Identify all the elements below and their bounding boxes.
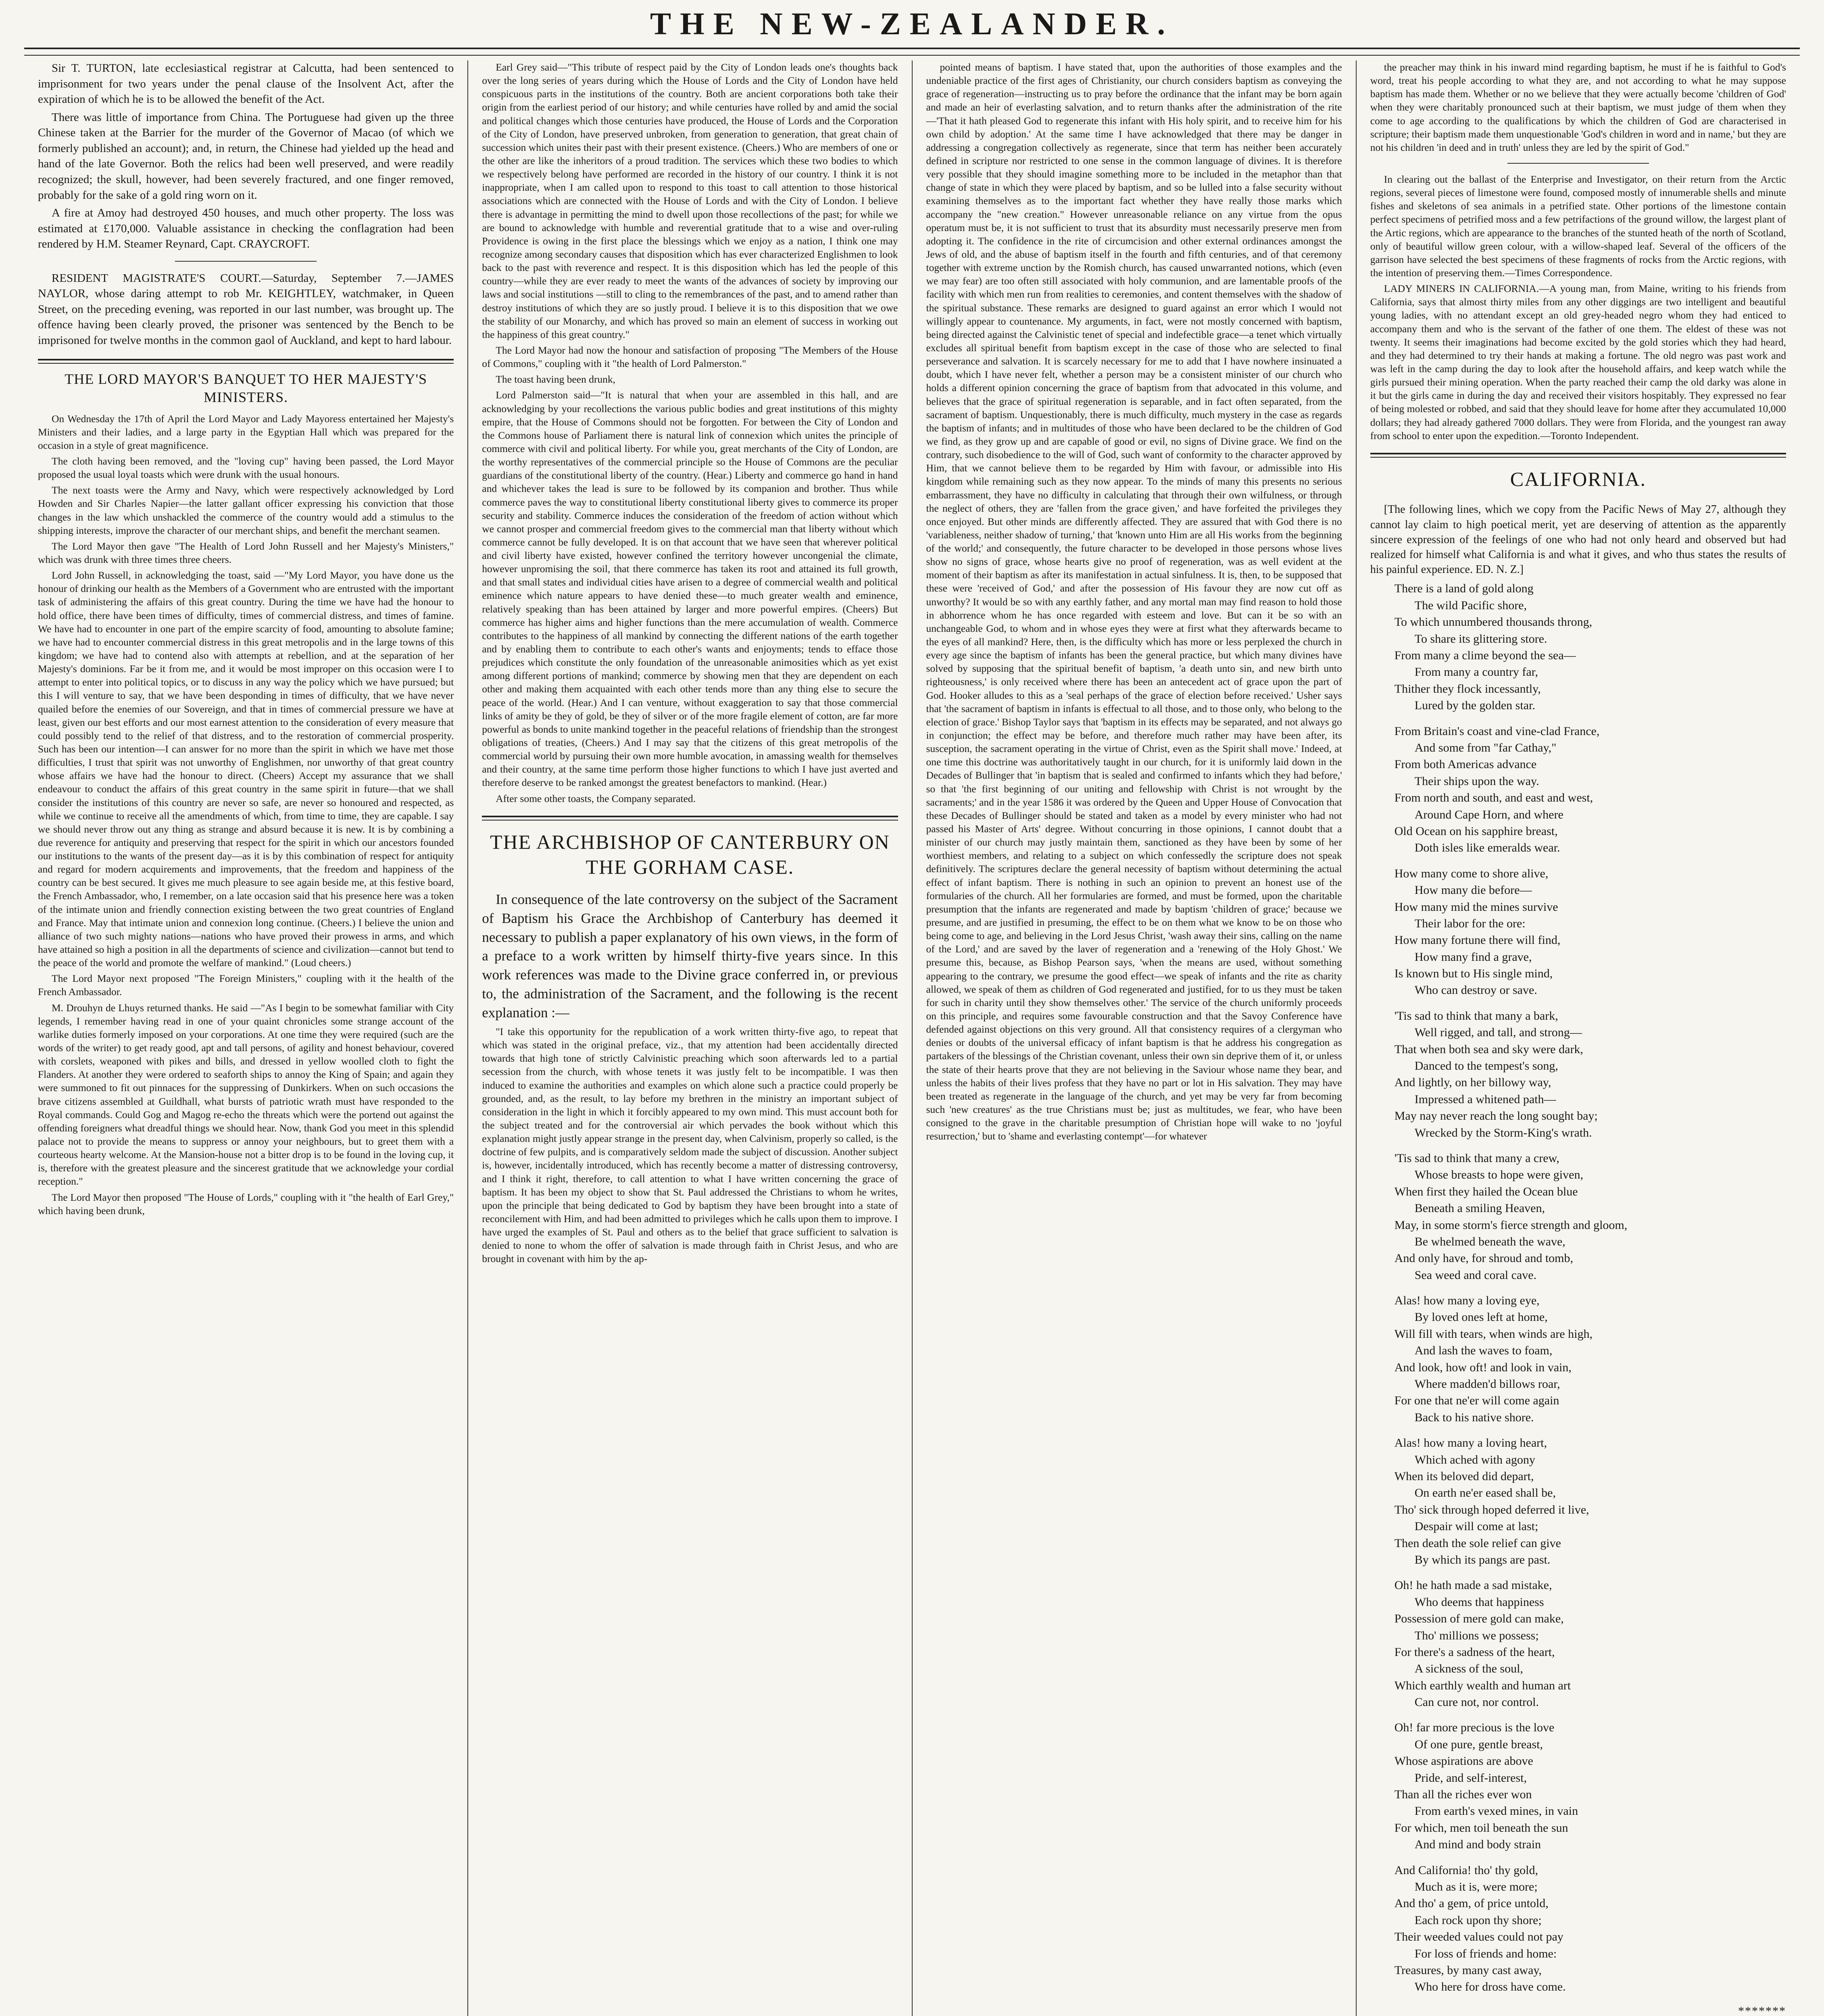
- poem-stanza: [1370, 865, 1786, 999]
- poem-line: Lured by the golden star.: [1414, 699, 1535, 712]
- poem-line: Which ached with agony: [1414, 1453, 1535, 1466]
- poem-line: Danced to the tempest's song,: [1414, 1059, 1558, 1073]
- poem-line: Will fill with tears, when winds are high,: [1394, 1327, 1593, 1341]
- poem-line: Wrecked by the Storm-King's wrath.: [1414, 1126, 1592, 1139]
- poem-stanza: [1370, 1577, 1786, 1710]
- banquet-paragraph: Lord Palmerston said—"It is natural that when your are assembled in this hall, and are acknowledging by your recollections the various public bodies and great institutions of this mighty empire, that the House of Commons should not be forgotten. For between the City of London and the Commons house of Parliament there is natural link of connexion which unites the principle of commerce with civil and political liberty. For while you, great merchants of the City of London, are the worthy representatives of the commercial principle so the House of Commons are the peculiar guardians of the constitutional liberty of the country. (Hear.) Liberty and commerce go hand in hand and whichever takes the lead is sure to be followed by its companion and brother. Thus while commerce paves the way to constitutional liberty constitutional liberty gives to commerce its proper security and stability. Commerce induces the consideration of the freedom of action without which we cannot prosper and commercial freedom gives to the commercial man that liberty without which commerce cannot be fully developed. It is on that account that we have seen that wherever political and civil liberty have existed, however confined the territory however uncongenial the climate, however unpromising the soil, that there commerce has taken its root and attained its full growth, and that small states and individual cities have arisen to a degree of commercial wealth and political eminence which nature appears to have denied these—to much greater wealth and eminence, relatively speaking than has been attained by larger and more powerful empires. (Cheers) But commerce has higher aims and higher functions than the mere accumulation of wealth. Commerce contributes to the happiness of all mankind by connecting the different nations of the earth together and by enabling them to contribute to each other's wants and enjoyments; tends to efface those prejudices which constitute the only foundation of the unreasonable animosities which as yet exist among different portions of mankind; commerce by showing men that they are dependent on each other and making them acquainted with each other tends more than any thing else to secure the peace of the world. (Hear.) And I can venture, without exaggeration to say that those commercial links of amity be they of gold, be they of silver or of the more fragile element of cotton, are far more powerful as bonds to unite mankind together in the peaceful relations of friendship than the strongest obligations of treaties, (Cheers.) And I may say that the citizens of this great metropolis of the commercial world by pursuing their own more humble avocation, in amassing wealth for themselves and their country, at the same time perform those higher functions to which I have just averted and therefore deserve to be ranked amongst the greatest benefactors to mankind. (Hear.): [482, 389, 898, 789]
- poem-line: From many a country far,: [1414, 665, 1538, 679]
- poem-line: Possession of mere gold can make,: [1394, 1612, 1564, 1626]
- poem-line: Alas! how many a loving heart,: [1394, 1436, 1547, 1450]
- poem-line: Their ships upon the way.: [1414, 774, 1539, 788]
- poem-line: That when both sea and sky were dark,: [1394, 1042, 1583, 1056]
- divider: [1370, 453, 1786, 458]
- banquet-paragraph: The Lord Mayor then gave "The Health of Lord John Russell and her Majesty's Ministers," which was drunk with three times three cheers.: [38, 540, 454, 565]
- poem-line: From earth's vexed mines, in vain: [1414, 1804, 1578, 1818]
- poem-line: May nay never reach the long sought bay;: [1394, 1109, 1598, 1123]
- poem-line: Alas! how many a loving eye,: [1394, 1294, 1540, 1308]
- heading-archbishop-gorham-case: THE ARCHBISHOP OF CANTERBURY ON THE GORHAM CASE.: [490, 830, 890, 879]
- poem-line: Whose aspirations are above: [1394, 1754, 1533, 1768]
- archbishop-preface-end: the preacher may think in his inward mind regarding baptism, he must if he is faithful to God's word, treat his people according to what they are, and not according to what he may suppose baptism has made them. Whether or no we believe that they were actually become 'children of God' when they were charitably pronounced such at their baptism, we must judge of them when they come to age according to the qualifications by which the children of God are characterised in scripture; their baptism made them unquestionable 'God's children in word and in name,' but they are not his children 'in deed and in truth' unless they are led by the spirit of God.": [1370, 61, 1786, 153]
- article-china: There was little of importance from China. The Portuguese had given up the three Chinese taken at the Barrier for the murder of the Governor of Macao (of which we formerly published an account); and, in return, the Chinese had yielded up the head and hand of the late Governor. Both the relics had been well preserved, and were readily recognized; the skull, however, had been severely fractured, and one finger removed, probably for the sake of a gold ring worn on it.: [38, 110, 454, 202]
- poem-line: To which unnumbered thousands throng,: [1394, 615, 1593, 629]
- poem-line: Then death the sole relief can give: [1394, 1536, 1561, 1550]
- poem-line: And lash the waves to foam,: [1414, 1344, 1553, 1358]
- poem-line: To share its glittering store.: [1414, 632, 1547, 646]
- poem-line: A sickness of the soul,: [1414, 1662, 1523, 1676]
- banquet-paragraph: The next toasts were the Army and Navy, which were respectively acknowledged by Lord Howden and Sir Charles Napier—the latter gallant officer expressing his conviction that those changes in the law which unshackled the commerce of the country would add a stimulus to the shipping interests, improve the character of our merchant ships, and benefit the merchant seamen.: [38, 484, 454, 536]
- poem-line: Treasures, by many cast away,: [1394, 1963, 1542, 1977]
- poem-line: Doth isles like emeralds wear.: [1414, 841, 1560, 855]
- column-3: [913, 60, 1357, 2016]
- poem-stanza: [1370, 723, 1786, 856]
- poem-line: Who here for dross have come.: [1414, 1980, 1566, 1994]
- poem-stanza: [1370, 1008, 1786, 1141]
- poem-california: [1370, 580, 1786, 1995]
- poem-line: Where madden'd billows roar,: [1414, 1377, 1560, 1391]
- poem-line: Which earthly wealth and human art: [1394, 1679, 1571, 1692]
- poem-line: And lightly, on her billowy way,: [1394, 1076, 1551, 1089]
- poem-line: By loved ones left at home,: [1414, 1310, 1548, 1324]
- article-turton: Sir T. TURTON, late ecclesiastical registrar at Calcutta, had been sentenced to imprisonment for two years under the penal clause of the Insolvent Act, after the expiration of which he is to be allowed the benefit of the Act.: [38, 62, 454, 106]
- poem-editor-note: [The following lines, which we copy from the Pacific News of May 27, although they cannot lay claim to high poetical merit, yet are deserving of attention as the apparently sincere expression of the feelings of one who had not only heard and observed but had realized for himself what California is and what it gives, and who thus states the results of his painful experience. ED. N. Z.]: [1370, 503, 1786, 576]
- banquet-paragraph: The Lord Mayor had now the honour and satisfaction of proposing "The Members of the House of Commons," coupling with it "the health of Lord Palmerston.": [482, 344, 898, 370]
- poem-line: When first they hailed the Ocean blue: [1394, 1185, 1578, 1198]
- divider: [175, 261, 317, 262]
- poem-line: And look, how oft! and look in vain,: [1394, 1360, 1572, 1374]
- column-4: [1357, 60, 1800, 2016]
- poem-line: How many mid the mines survive: [1394, 900, 1558, 914]
- poem-line: The wild Pacific shore,: [1414, 598, 1527, 612]
- poem-stanza: [1370, 1292, 1786, 1426]
- poem-line: Than all the riches ever won: [1394, 1788, 1532, 1801]
- poem-line: How many fortune there will find,: [1394, 933, 1561, 947]
- poem-signature: *******: [1738, 2004, 1786, 2016]
- poem-line: Well rigged, and tall, and strong—: [1414, 1026, 1582, 1039]
- poem-line: For one that ne'er will come again: [1394, 1394, 1559, 1408]
- poem-line: How many come to shore alive,: [1394, 866, 1549, 880]
- poem-line: From Britain's coast and vine-clad France,: [1394, 724, 1600, 738]
- poem-line: From many a clime beyond the sea—: [1394, 649, 1576, 662]
- poem-line: Despair will come at last;: [1414, 1520, 1538, 1533]
- poem-line: Oh! far more precious is the love: [1394, 1721, 1555, 1735]
- poem-line: May, in some storm's fierce strength and gloom,: [1394, 1218, 1628, 1232]
- poem-line: 'Tis sad to think that many a crew,: [1394, 1151, 1559, 1165]
- poem-stanza: [1370, 1719, 1786, 1853]
- poem-line: And California! tho' thy gold,: [1394, 1863, 1538, 1877]
- banquet-paragraph: On Wednesday the 17th of April the Lord Mayor and Lady Mayoress entertained her Majesty's Ministers and their ladies, and a large party in the Egyptian Hall which was prepared for the occasion in a style of great magnificence.: [38, 412, 454, 451]
- poem-line: Thither they flock incessantly,: [1394, 682, 1541, 696]
- poem-line: From north and south, and east and west,: [1394, 791, 1593, 805]
- article-magistrates-court: RESIDENT MAGISTRATE'S COURT.—Saturday, September 7.—JAMES NAYLOR, whose daring attempt to rob Mr. KEIGHTLEY, watchmaker, in Queen Street, on the preceding evening, was reported in our last number, was brought up. The offence having been clearly proved, the prisoner was sentenced by the Bench to be imprisoned for twelve months in the common gaol of Auckland, and kept to hard labour.: [38, 271, 454, 347]
- poem-line: Tho' sick through hoped deferred it live,: [1394, 1503, 1589, 1516]
- masthead-rule: [24, 48, 1800, 56]
- divider: [1507, 163, 1649, 164]
- archbishop-preface-continued: pointed means of baptism. I have stated that, upon the authorities of those examples and the undeniable practice of the first ages of Christianity, our church considers baptism as conveying the grace of regeneration—instructing us to pray before the ordinance that the infant may be born again and made an heir of everlasting salvation, and to return thanks after the administration of the rite—'That it hath pleased God to regenerate this infant with His holy spirit, and to receive him for his own child by adoption.' At the same time I have acknowledged that there may be danger in addressing a congregation collectively as regenerate, since that term has neither been accurately defined in scripture nor restricted to one sense in the common language of divines. It is therefore very possible that they should imagine something more to be included in the metaphor than that change of state in which they were placed by baptism, and so be lulled into a false security without examining themselves as to the important fact whether they have really those marks which accompany the "new creation." However unreasonable reliance on any virtue from the opus operatum must be, it is not sufficient to trust that its absurdity must necessarily preserve men from adopting it. The confidence in the rite of circumcision and other external ordinances amongst the Jews of old, and the abuse of baptism itself in the fourth and fifth centuries, and of that ceremony together with extreme unction by the Romish church, has caused unwarranted notions, which (even we may fear) are too often still associated with holy communion, and are lamentable proofs of the facility with which men run from realities to ceremonies, and content themselves with the shadow of the spiritual substance. These remarks are designed to guard against an error which I would not willingly appear to countenance. My arguments, in fact, were not mostly concerned with baptism, being directed against the Calvinistic tenet of special and indefectible grace—a tenet which virtually excludes all spiritual benefit from baptism except in the case of those who are selected to final perseverance and salvation. It is scarcely necessary for me to add that I have nowhere insinuated a doubt, which I have never felt, whether a person may be a consistent minister of our church who holds a different opinion concerning the grace of baptism from that advocated in this volume, and believes that the grace of spiritual regeneration is separable, and in fact often separated, from the sacrament of baptism. Unquestionably, there is much difficulty, much mystery in the case as regards the baptism of infants; and in multitudes of those who have been declared to be the children of God we find, as they grow up and are capable of good or evil, no signs of Divine grace. We find on the contrary, such disobedience to the will of God, such want of conformity to the character approved by Him, that we cannot believe them to be regarded by Him with favour, or admissible into His kingdom while remaining such as they now appear. To the minds of many this presents no serious embarrassment, they have no difficulty in calculating that through their own wilfulness, or through the neglect of others, they are 'fallen from the grace given,' and have forfeited the privileges they once enjoyed. But other minds are differently affected. They are assured that with God there is no 'variableness, neither shadow of turning,' that 'known unto Him are all His works from the beginning of the world;' and consequently, the future character to be developed in those persons whose lives show no signs of grace, whose hearts give no proof of regeneration, was as well evident at the moment of their baptism as after its manifestation in actual sinfulness. It is, then, to be supposed that these were 'received of God,' and after the possession of His favour they are now cut off as unworthy? It would be so with any earthly father, and any mortal man may find reason to hold those in abhorrence whom he has once regarded with esteem and love. But can it be so with an unchangeable God, to whom and in whose eyes they were at first what they afterwards became to the eyes of all mankind? Here, then, is the difficulty which has more or less perplexed the church in every age since the baptism of infants has been the general practice, but which many divines have solved by supposing that the spiritual benefit of baptism, 'a death unto sin, and new birth unto righteousness,' is only received where there has been an antecedent act of grace upon the part of God. Hooker alludes to this as a 'seal perhaps of the grace of election before received.' Usher says that 'the sacrament of baptism in infants is effectual to all those, and to those only, who belong to the election of grace.' Bishop Taylor says that 'baptism in its effects may be separated, and not always go in conjunction; the effect may be before, and therefore much rather may have been after, its susception, the sacrament operating in the virtue of Christ, even as the Spirit shall move.' Indeed, at one time this doctrine was authoritatively taught in our church, for it is uniformly laid down in the Decades of Bullinger that 'in baptism that is sealed and confirmed to infants which they had before,' so that 'the first beginning of our uniting and fellowship with Christ is not wrought by the sacraments;' and in the year 1586 it was ordered by the Queen and Upper House of Convocation that these Decades of Bullinger should be stated and taken as a model by every minister who had not passed his Master of Arts' degree. Without concurring in those opinions, I cannot doubt that a minister of our church may justly maintain them, sanctioned as they have been by some of her worthiest members, and relating to a subject on which confessedly the scripture does not speak definitively. The scriptures declare the general necessity of baptism without determining the actual effect of infant baptism. There is nothing in such an opinion to prevent an honest use of the formularies of the church. All her formularies are formed, and must be formed, upon the charitable presumption that the infants are regenerated and made by baptism 'children of grace;' because we presume, and are justified in presuming, the effect to be on them what we know to be on those who being come to age, and believing in the Lord Jesus Christ, 'wash away their sins, calling on the name of the Lord,' and are saved by the laver of regeneration and a 'renewing of the Holy Ghost.' We presume this, because, as Bishop Pearson says, 'when the means are used, without something appearing to the contrary, we presume the good effect—we speak of infants and the rite as charity allowed, we speak of them as children of God regenerated and justified, for to us they must be taken for such in charity until they show themselves other.' The service of the church uniformly proceeds on this principle, and requires some favourable construction and that the Savoy Conference have defended against objections on this very ground. All that consistency requires of a clergyman who denies or doubts of the universal efficacy of infant baptism is that he address his congregation as partakers of the blessings of the Christian covenant, unless their own sin deprive them of it, or unless the state of their hearts prove that they are not believing in the Saviour whose name they bear, and unless the habits of their lives profess that they have no part or lot in His salvation. They may have been treated as regenerate in the language of the church, and yet may be very far from becoming such 'new creatures' as the true Christians must be; just as multitudes, we fear, who have been consigned to the grave in the charitable presumption of Christian hope will wake to no 'joyful resurrection,' but to 'shame and everlasting contempt'—for whatever: [926, 61, 1342, 1142]
- poem-line: Their labor for the ore:: [1414, 916, 1526, 930]
- poem-line: Who can destroy or save.: [1414, 983, 1537, 997]
- poem-line: Around Cape Horn, and where: [1414, 808, 1563, 821]
- poem-line: For which, men toil beneath the sun: [1394, 1821, 1568, 1835]
- column-2: [468, 60, 912, 2016]
- masthead-title: THE NEW-ZEALANDER.: [650, 6, 1174, 41]
- poem-line: Back to his native shore.: [1414, 1410, 1534, 1424]
- poem-line: Who deems that happiness: [1414, 1595, 1544, 1609]
- article-arctic-limestone: In clearing out the ballast of the Enterprise and Investigator, on their return from the Arctic regions, several pieces of limestone were found, composed mostly of innumerable shells and minute fishes and skeletons of sea animals in a petrified state. Other portions of the limestone contain perfect specimens of petrified moss and a few petrifactions of the ground willow, the largest plant of the Artic regions, which are appearance to the branches of the stunted heath of the north of Scotland, only of beautiful willow green colour, with a willow-shaped leaf. Several of the officers of the garrison have selected the best specimens of these fragments of rocks from the Arctic regions, with the intention of preserving them.—Times Correspondence.: [1370, 173, 1786, 279]
- poem-line: Whose breasts to hope were given,: [1414, 1168, 1583, 1182]
- poem-line: Can cure not, nor control.: [1414, 1695, 1539, 1709]
- poem-line: Of one pure, gentle breast,: [1414, 1737, 1543, 1751]
- poem-line: For there's a sadness of the heart,: [1394, 1645, 1555, 1659]
- poem-line: By which its pangs are past.: [1414, 1553, 1551, 1566]
- banquet-paragraph: After some other toasts, the Company separated.: [496, 792, 696, 804]
- poem-line: How many find a grave,: [1414, 950, 1532, 964]
- poem-line: Impressed a whitened path—: [1414, 1092, 1556, 1106]
- poem-stanza: [1370, 1150, 1786, 1283]
- poem-line: And mind and body strain: [1414, 1838, 1541, 1851]
- banquet-paragraph: The Lord Mayor next proposed "The Foreign Ministers," coupling with it the health of the French Ambassador.: [38, 973, 454, 998]
- banquet-paragraph: Earl Grey said—"This tribute of respect paid by the City of London leads one's thoughts back over the long series of years during which the House of Lords and the City of London have held conspicuous parts in the institutions of the country. Both are ancient corporations both take their origin from the earliest period of our history; and while centuries have rolled by and amid the social and political changes which those centuries have produced, the House of Lords and the Corporation of the City of London, have preserved unbroken, from generation to generation, that great chain of succession which unites their past with their present existence. (Cheers.) Who are members of one or the other are like the inheritors of a proud tradition. The services which these two bodies to which we respectively belong have performed are recorded in the history of our country. I think it is not inappropriate, when I am called upon to respond to this toast to call attention to those historical associations which are connected with the House of Lords and with the City of London. I believe there is advantage in permitting the mind to dwell upon those recollections of the past; for while we are bound to acknowledge with humble and reverential gratitude that to a wise and over-ruling Providence is owing in the first place the blessings which we enjoy as a nation, I think one may recognize among secondary causes that disposition which has ever characterized Englishmen to look back to the past with reverence and respect. It is this disposition which has led the people of this country—while they are ever ready to meet the wants of the advances of society by improving our laws and social institutions —still to cling to the remembrances of the past, and to amend rather than destroy institutions of which they are so justly proud. I believe it is to this disposition that we owe the stability of our Monarchy, and which has proved so main an element of success in working out the happiness of this great country.": [482, 61, 898, 340]
- divider: [482, 816, 898, 821]
- poem-line: Beneath a smiling Heaven,: [1414, 1202, 1545, 1215]
- poem-line: There is a land of gold along: [1394, 582, 1534, 596]
- article-amoy-fire: A fire at Amoy had destroyed 450 houses, and much other property. The loss was estimated at £170,000. Valuable assistance in checking the conflagration had been rendered by H.M. Steamer Reynard, Capt. CRAYCROFT.: [38, 206, 454, 251]
- poem-line: Old Ocean on his sapphire breast,: [1394, 824, 1558, 838]
- columns: [24, 60, 1800, 2016]
- archbishop-preface: "I take this opportunity for the republication of a work written thirty-five ago, to repeat that which was stated in the original preface, viz., that my attention had been accidentally directed towards that high tone of strictly Calvinistic preaching which soon afterwards led to a partial secession from the church, with whose tenets it was justly felt to be incompatible. I was then induced to examine the authorities and examples on which alone such a practice could properly be grounded, and, as the result, to lay before my brethren in the ministry an important subject of consideration in the light in which it forcibly appeared to my own mind. This must account both for the subject treated and for the controversial air which pervades the book without which this explanation might justly appear strange in the present day, when Calvinism, properly so called, is the doctrine of few pulpits, and is comparatively seldom made the subject of discussion. Another subject is, however, incidentally introduced, which has recently become a matter of distressing controversy, and I think it right, therefore, to call attention to what I have written concerning the grace of baptism. It has been my object to show that St. Paul addressed the Christians to whom he writes, upon the principle that being dedicated to God by baptism they have been brought into a state of reconcilement with Him, and had been admitted to privileges which he calls upon them to improve. I have urged the examples of St. Paul and others as to the belief that grace sufficient to salvation is denied to none to whom the offer of salvation is made through faith in Christ Jesus, and who are brought in covenant with him by the ap-: [482, 1025, 898, 1265]
- poem-stanza: [1370, 1862, 1786, 1995]
- banquet-paragraph: The Lord Mayor then proposed "The House of Lords," coupling with it "the health of Earl Grey," which having been drunk,: [38, 1191, 454, 1216]
- poem-line: Sea weed and coral cave.: [1414, 1268, 1537, 1282]
- poem-line: How many die before—: [1414, 883, 1532, 897]
- heading-california: CALIFORNIA.: [1510, 467, 1647, 490]
- heading-lord-mayors-banquet: THE LORD MAYOR'S BANQUET TO HER MAJESTY'S MINISTERS.: [65, 371, 427, 405]
- poem-line: Each rock upon thy shore;: [1414, 1913, 1542, 1927]
- poem-line: 'Tis sad to think that many a bark,: [1394, 1009, 1558, 1023]
- poem-line: Their weeded values could not pay: [1394, 1930, 1563, 1944]
- poem-line: Oh! he hath made a sad mistake,: [1394, 1579, 1552, 1592]
- banquet-paragraph: Lord John Russell, in acknowledging the toast, said —"My Lord Mayor, you have done us the honour of drinking our health as the Members of a Government who are entrusted with the important task of administering the affairs of this great country. During the time we have had the honour to hold office, there have been times of difficulty, times of commercial distress, and times of famine. We have had to encounter in one part of the empire scarcity of food, amounting to absolute famine; we have had to encounter commercial distress in this great metropolis and in the large towns of this kingdom; we have had to contend also with attempts at rebellion, and at the separation of her Majesty's dominions. Far be it from me, and it would be most improper on this occasion were I to attempt to enter into political topics, or to discuss in any way the policy which we have pursued; but this I will venture to say, that we have been desponding in times of difficulty, that we have never quailed before the enemies of our Sovereign, and that in times of commercial pressure we have at least, given our best efforts and our most earnest attention to the consideration of every measure that could possibly tend to the relief of that distress, and to the restoration of commercial prosperity. Such has been our intention—I can answer for no more than the spirit in which we have met those difficulties, I trust that spirit was not unworthy of Englishmen, nor unworthy of that great country whose affairs we have had the honour to direct. (Cheers) Accept my assurance that we shall endeavour to conduct the affairs of this great country in the same spirit in future—that we shall consider the institutions of this country are never so safe, are never so honoured and respected, as while we continue to receive all the amendments of which, from time to time, they are capable. I say we should never throw out any thing as strange and absurd because it is new. It is by combining a due reverence for antiquity and preserving that respect for the spirit in which our ancestors founded our institutions to the wants of the present day—as it is by this combination of respect for antiquity and regard for modern acquirements and improvements, that the freedom and happiness of the country can be best secured. It gives me much pleasure to see again beside me, at this festive board, the French Ambassador, who, I remember, on a late occasion said that his presence here was a token of the intimate union and friendly connection existing between the two great countries of England and France. May that intimate union and connexion long continue. (Cheers.) I believe the union and alliance of two such mighty nations—nations who have proved their prowess in arms, and which have attained so high a position in all the departments of science and civilization—cannot but tend to the peace of the world and promote the welfare of mankind." (Loud cheers.): [38, 569, 454, 969]
- poem-line: From both Americas advance: [1394, 758, 1537, 771]
- poem-line: When its beloved did depart,: [1394, 1470, 1534, 1483]
- archbishop-intro: In consequence of the late controversy on the subject of the Sacrament of Baptism his Grace the Archbishop of Canterbury has deemed it necessary to publish a paper explanatory of his own views, in the form of a preface to a work written by himself thirty-five years since. In this work references was made to the Divine grace conferred in, or previous to, the administration of the Sacrament, and the following is the recent explanation :—: [482, 891, 898, 1021]
- divider: [38, 359, 454, 364]
- article-lady-miners: LADY MINERS IN CALIFORNIA.—A young man, from Maine, writing to his friends from California, says that almost thirty miles from any other diggings are two intelligent and beautiful young ladies, with no attendant except an old grey-headed negro whom they had enticed to accompany them and who is the servant of the father of one them. The eldest of these was not twenty. It seems their imaginations had become excited by the gold stories which they had heard, and they had determined to try their hands at making a fortune. The old negro was past work and was left in the camp during the day to look after the household affairs, and keep watch while the girls pursued their mining operation. When the party reached their camp the old darky was alone in it but the girls came in during the day and received their visitors hospitably. They expressed no fear of being molested or robbed, and said that they should leave for home after they accumulated 10,000 dollars; they had already gathered 7000 dollars. They were from Florida, and the youngest ran away from school to enter upon the expedition.—Toronto Independent.: [1370, 283, 1786, 442]
- poem-line: Is known but to His single mind,: [1394, 967, 1553, 981]
- poem-line: Be whelmed beneath the wave,: [1414, 1235, 1566, 1248]
- poem-line: Much as it is, were more;: [1414, 1880, 1538, 1893]
- banquet-paragraph: The cloth having been removed, and the "loving cup" having been passed, the Lord Mayor proposed the usual loyal toasts which were drunk with the usual honours.: [38, 455, 454, 481]
- column-1: [24, 60, 468, 2016]
- poem-line: And only have, for shroud and tomb,: [1394, 1252, 1574, 1265]
- poem-line: For loss of friends and home:: [1414, 1947, 1557, 1960]
- poem-line: And some from "far Cathay,": [1414, 741, 1557, 754]
- banquet-paragraph: M. Drouhyn de Lhuys returned thanks. He said —"As I begin to be somewhat familiar with City legends, I remember having read in one of your quaint chronicles some strange account of the warlike duties formerly imposed on your corporations. At one time they were required (such are the words of the writer) to get ready good, apt and tall persons, of agility and honest behaviour, covered with corslets, weaponed with pikes and bills, and dressed in yellow woolled cloth to fight the Flanders. At another they were ordered to seaforth ships to annoy the King of Spain; and again they were summoned to fit out pinnaces for the suppressing of Dunkirkers. When on such occasions the brave citizens assembled at Guildhall, what bursts of patriotic wrath must have responded to the Royal commands. Could Gog and Magog re-echo the threats which were the portend out against the offending foreigners what dreadful things we should hear. Now, thank God you meet in this splendid palace not to provide the means to suppress or annoy your neighbours, but to greet them with a courteous hearty welcome. At the Mansion-house not a bitter drop is to be found in the loving cup, it is, therefore with the greatest pleasure and the sincerest gratitude that we acknowledge your cordial reception.": [38, 1002, 454, 1187]
- poem-line: Pride, and self-interest,: [1414, 1771, 1527, 1785]
- poem-line: On earth ne'er eased shall be,: [1414, 1486, 1556, 1500]
- poem-stanza: [1370, 580, 1786, 714]
- poem-line: And tho' a gem, of price untold,: [1394, 1897, 1549, 1910]
- banquet-paragraph: The toast having been drunk,: [496, 373, 615, 385]
- poem-stanza: [1370, 1435, 1786, 1568]
- poem-line: Tho' millions we possess;: [1414, 1629, 1539, 1642]
